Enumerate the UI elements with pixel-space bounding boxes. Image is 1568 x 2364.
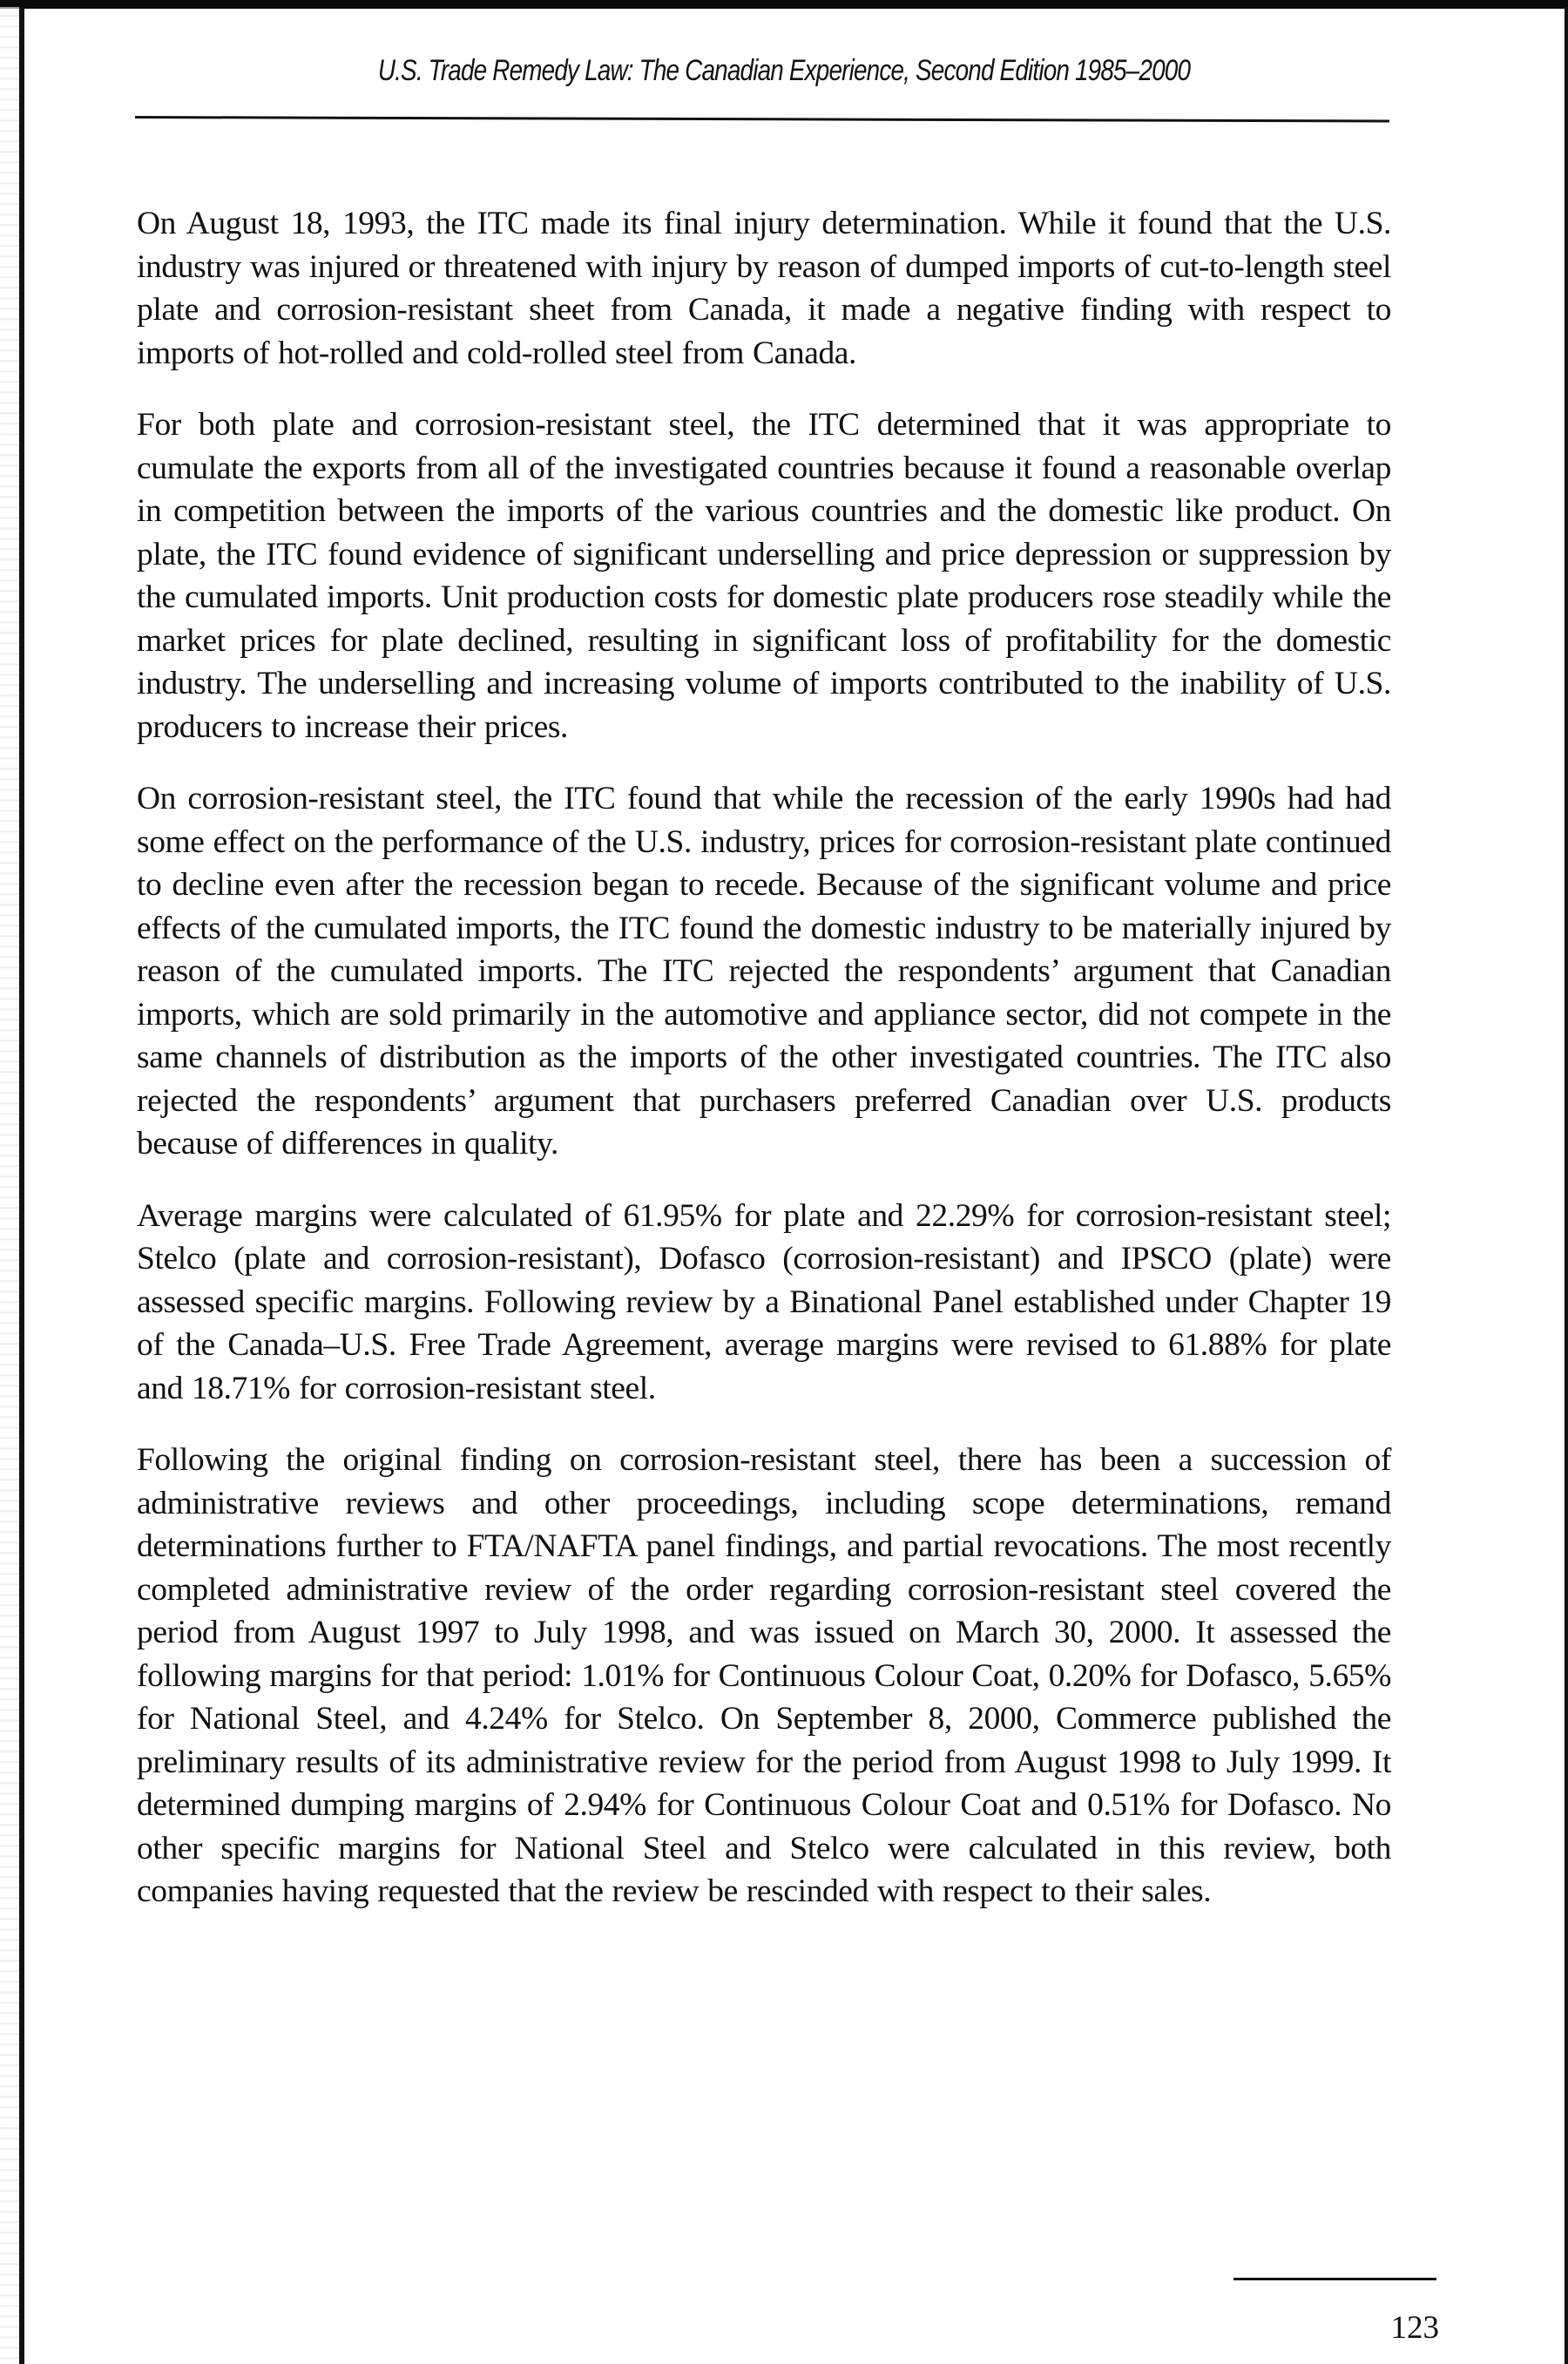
scan-border-right	[1565, 7, 1568, 2364]
paragraph-corrosion-resistant-injury: On corrosion-resistant steel, the ITC found that while the recession of the early 1990s had had some effect on the performance of the U.S. industry, prices for corrosion-resistant plate continued to decline even after the recession began to recede. Because of the significant volume and price effects of the cumulated imports, the ITC found the domestic industry to be materially injured by reason of the cumulated imports. The ITC rejected the respondents’ argument that Canadian imports, which are sold primarily in the automotive and appliance sector, did not compete in the same channels of distribution as the imports of the other investigated countries. The ITC also rejected the respondents’ argument that purchasers preferred Canadian over U.S. products because of differences in quality.	[137, 781, 1391, 1162]
paragraph-average-margins: Average margins were calculated of 61.95% for plate and 22.29% for corrosion-resistant steel; Stelco (plate and corrosion-resistant), Dofasco (corrosion-resistant) and IPSCO (plate) were assessed specific margins. Following review by a Binational Panel established under Chapter 19 of the Canada–U.S. Free Trade Agreement, average margins were revised to 61.88% for plate and 18.71% for corrosion-resistant steel.	[137, 1197, 1391, 1406]
body-text	[137, 202, 1391, 1942]
running-header: U.S. Trade Remedy Law: The Canadian Experience, Second Edition 1985–2000	[377, 54, 1191, 87]
footer-rule	[1233, 2278, 1436, 2280]
scan-border-top	[0, 0, 1568, 9]
header-rule	[135, 116, 1389, 123]
scan-border-left	[19, 7, 24, 2364]
paragraph-cumulation-plate: For both plate and corrosion-resistant steel, the ITC determined that it was appropriate to cumulate the exports from all of the investigated countries because it found a reasonable overlap in competition between the imports of the various countries and the domestic like product. On plate, the ITC found evidence of significant underselling and price depression or suppression by the cumulated imports. Unit production costs for domestic plate producers rose steadily while the market prices for plate declined, resulting in significant loss of profitability for the domestic industry. The underselling and increasing volume of imports contributed to the inability of U.S. producers to increase their prices.	[137, 407, 1391, 745]
scan-gutter-shadow	[0, 7, 19, 2364]
page-number: 123	[1390, 2310, 1439, 2346]
paragraph-administrative-reviews: Following the original finding on corrosion-resistant steel, there has been a succession of administrative reviews and other proceedings, including scope determinations, remand determinations further to FTA/NAFTA panel findings, and partial revocations. The most recently completed administrative review of the order regarding corrosion-resistant steel covered the period from August 1997 to July 1998, and was issued on March 30, 2000. It assessed the following margins for that period: 1.01% for Continuous Colour Coat, 0.20% for Dofasco, 5.65% for National Steel, and 4.24% for Stelco. On September 8, 2000, Commerce published the preliminary results of its administrative review for the period from August 1998 to July 1999. It determined dumping margins of 2.94% for Continuous Colour Coat and 0.51% for Dofasco. No other specific margins for National Steel and Stelco were calculated in this review, both companies having requested that the review be rescinded with respect to their sales.	[137, 1442, 1391, 1909]
paragraph-final-injury-determination: On August 18, 1993, the ITC made its final injury determination. While it found that the U.S. industry was injured or threatened with injury by reason of dumped imports of cut-to-length steel plate and corrosion-resistant sheet from Canada, it made a negative finding with respect to imports of hot-rolled and cold-rolled steel from Canada.	[137, 206, 1391, 371]
